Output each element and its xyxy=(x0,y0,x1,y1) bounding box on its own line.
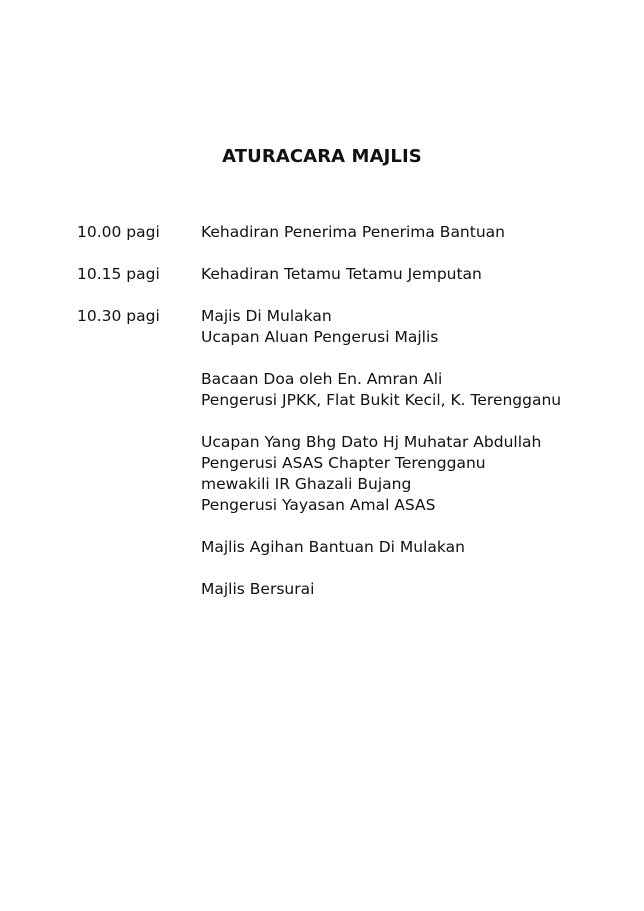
schedule-row xyxy=(77,306,637,600)
schedule-list xyxy=(77,222,637,621)
schedule-content xyxy=(201,264,637,285)
schedule-item: Kehadiran Tetamu Tetamu Jemputan xyxy=(201,265,482,283)
schedule-item: Pengerusi Yayasan Amal ASAS xyxy=(201,496,436,514)
schedule-item: mewakili IR Ghazali Bujang xyxy=(201,475,412,493)
schedule-item: Pengerusi ASAS Chapter Terengganu xyxy=(201,454,486,472)
item-spacer xyxy=(201,516,637,537)
item-spacer xyxy=(201,348,637,369)
schedule-time: 10.30 pagi xyxy=(77,307,160,325)
schedule-time: 10.15 pagi xyxy=(77,265,160,283)
item-spacer xyxy=(201,411,637,432)
schedule-item: Majlis Bersurai xyxy=(201,580,315,598)
schedule-item: Majlis Agihan Bantuan Di Mulakan xyxy=(201,538,465,556)
schedule-content xyxy=(201,306,637,600)
schedule-item: Kehadiran Penerima Penerima Bantuan xyxy=(201,223,505,241)
schedule-item: Bacaan Doa oleh En. Amran Ali xyxy=(201,370,443,388)
schedule-content xyxy=(201,222,637,243)
page-title: ATURACARA MAJLIS xyxy=(222,146,422,167)
schedule-time: 10.00 pagi xyxy=(77,223,160,241)
schedule-row xyxy=(77,264,637,285)
schedule-row xyxy=(77,222,637,243)
schedule-item: Ucapan Aluan Pengerusi Majlis xyxy=(201,328,439,346)
schedule-item: Ucapan Yang Bhg Dato Hj Muhatar Abdullah xyxy=(201,433,542,451)
schedule-item: Majis Di Mulakan xyxy=(201,307,332,325)
item-spacer xyxy=(201,558,637,579)
schedule-item: Pengerusi JPKK, Flat Bukit Kecil, K. Terengganu xyxy=(201,391,562,409)
